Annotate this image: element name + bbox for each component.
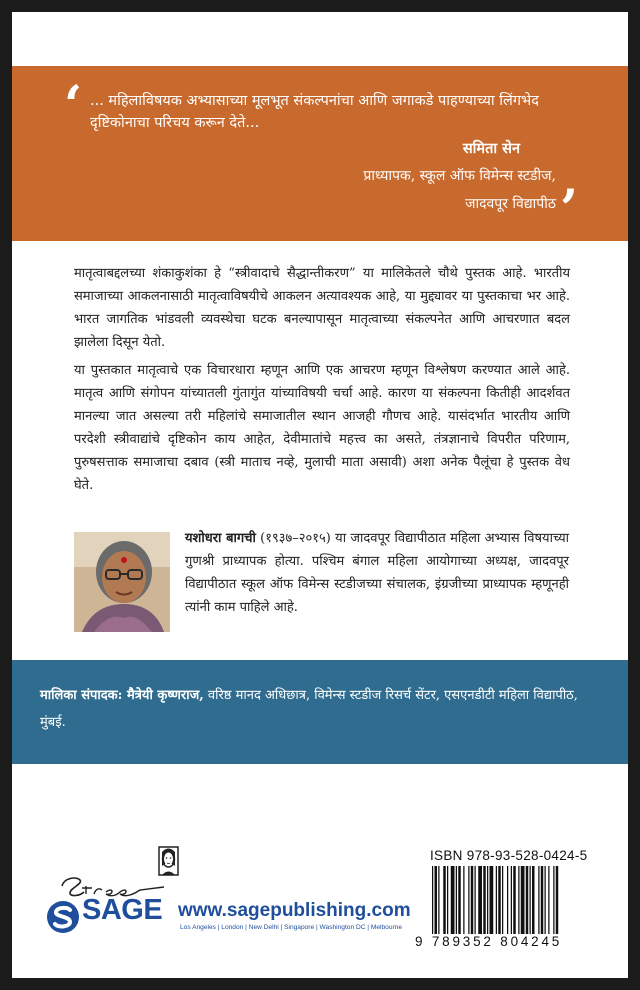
barcode-bar — [532, 866, 535, 934]
barcode-bar — [478, 866, 482, 934]
author-bio — [185, 527, 569, 619]
barcode-bar — [513, 866, 516, 934]
author-portrait-icon — [74, 532, 170, 632]
barcode-bar — [545, 866, 546, 934]
barcode-bar — [463, 866, 464, 934]
barcode-bar — [530, 866, 531, 934]
barcode-bar — [496, 866, 497, 934]
barcode-bar — [507, 866, 508, 934]
publisher-url[interactable]: www.sagepublishing.com — [178, 900, 411, 921]
sage-globe-icon — [46, 900, 80, 934]
isbn-label: ISBN 978-93-528-0424-5 — [430, 848, 588, 863]
barcode-bar — [451, 866, 455, 934]
barcode-bar — [521, 866, 525, 934]
barcode-bar — [498, 866, 501, 934]
series-editor-label: मालिका संपादक: मैत्रेयी कृष्णराज, — [40, 688, 204, 703]
book-back-cover — [12, 12, 628, 978]
endorsement-author-role: प्राध्यापक, स्कूल ऑफ विमेन्स स्टडीज, — [363, 168, 556, 184]
barcode-bar — [526, 866, 529, 934]
barcode-bar — [490, 866, 494, 934]
barcode-bar — [548, 866, 549, 934]
author-photo — [74, 532, 170, 632]
barcode-digits: 9 789352 804245 — [415, 934, 563, 949]
stree-imprint-logo — [56, 842, 186, 902]
quote-band — [12, 66, 628, 241]
author-bio-text: (१९३७–२०१५) या जादवपूर विद्यापीठात महिला अभ्यास विषयाच्या गुणश्री प्राध्यापक होत्या. पश्चिम बंगाल महिला आयोगाच्या अध्यक्ष, जादवपूर विद्यापीठात स्कूल ऑफ विमेन्स स्टडीजच्या संचालक, इंग्रजीच्या प्राध्यापक म्हणूनही त्यांनी काम पाहिले आहे. — [185, 531, 570, 615]
barcode-bar — [556, 866, 559, 934]
sage-wordmark: SAGE — [82, 894, 163, 926]
endorsement-author-affiliation: जादवपूर विद्यापीठ — [465, 196, 556, 212]
quote-close-mark: ’ — [560, 179, 579, 240]
barcode-bar — [447, 866, 448, 934]
barcode-bar — [483, 866, 486, 934]
author-name: यशोधरा बागची — [185, 531, 256, 546]
barcode-bar — [475, 866, 476, 934]
blurb-paragraph-2: या पुस्तकात मातृत्वाचे एक विचारधारा म्हणून आणि एक आचरण म्हणून विश्लेषण करण्यात आले आहे. मातृत्व आणि संगोपन यांच्यातली गुंतागुंत यांच्याविषयी चर्चा आहे. कारण या संकल्पना कितीही आदर्शवत मानल्या जात असल्या तरी महिलांचे समाजातील स्थान आजही गौणच आहे. यासंदर्भात भारतीय आणि परदेशी स्त्रीवाद्यांचे दृष्टिकोन काय आहेत, देवीमातांचे महत्त्व का असते, तंत्रज्ञानाचे विपरीत परिणाम, पुरुषसत्ताक समाजाचा दबाव (स्त्री माताच नव्हे, मुलाची माता असावी) अशा अनेक पैलूंचा हे पुस्तक वेध घेते. — [74, 363, 570, 493]
endorsement-quote: ... महिलाविषयक अभ्यासाच्या मूलभूत संकल्पनांचा आणि जगाकडे पाहण्याच्या लिंगभेद दृष्टिकोनाचा परिचय करून देते... — [90, 93, 539, 131]
barcode-bar — [438, 866, 439, 934]
series-editor-info — [40, 682, 600, 736]
blurb-paragraph-1: मातृत्वाबद्दलच्या शंकाकुशंका हे “स्त्रीवादाचे सैद्धान्तीकरण” या मालिकेतले चौथे पुस्तक आहे. भारतीय समाजाच्या आकलनासाठी मातृत्वाविषयीचे आकलन अत्यावश्यक आहे, या मुद्द्यावर या पुस्तकाचा भर आहे. भारत जागतिक भांडवली व्यवस्थेचा घटक बनल्यापासून मातृत्वाच्या संकल्पनेत आणि आचरणात बदल झालेला दिसून येतो. — [74, 266, 570, 350]
barcode-bar — [435, 866, 438, 934]
series-editor-text: वरिष्ठ मानद अधिछात्र, विमेन्स स्टडीज रिसर्च सेंटर, एसएनडीटी महिला विद्यापीठ, मुंबई. — [40, 688, 578, 730]
barcode-bar — [553, 866, 554, 934]
isbn-barcode — [430, 866, 606, 934]
series-editor-band — [12, 660, 628, 764]
barcode-bar — [456, 866, 457, 934]
barcode-bar — [518, 866, 519, 934]
barcode-bar — [511, 866, 512, 934]
endorsement-author: समिता सेन — [462, 140, 520, 157]
barcode-bar — [487, 866, 488, 934]
barcode-bar — [502, 866, 503, 934]
barcode-bar — [541, 866, 544, 934]
quote-open-mark: ‘ — [64, 75, 83, 136]
barcode-bar — [458, 866, 461, 934]
barcode-bar — [432, 866, 433, 934]
barcode-bar — [471, 866, 474, 934]
publisher-cities: Los Angeles | London | New Delhi | Singapore | Washington DC | Melbourne — [180, 924, 403, 931]
barcode-bar — [443, 866, 446, 934]
barcode-bar — [468, 866, 469, 934]
stree-logo-icon — [56, 842, 186, 902]
barcode-bar — [538, 866, 539, 934]
